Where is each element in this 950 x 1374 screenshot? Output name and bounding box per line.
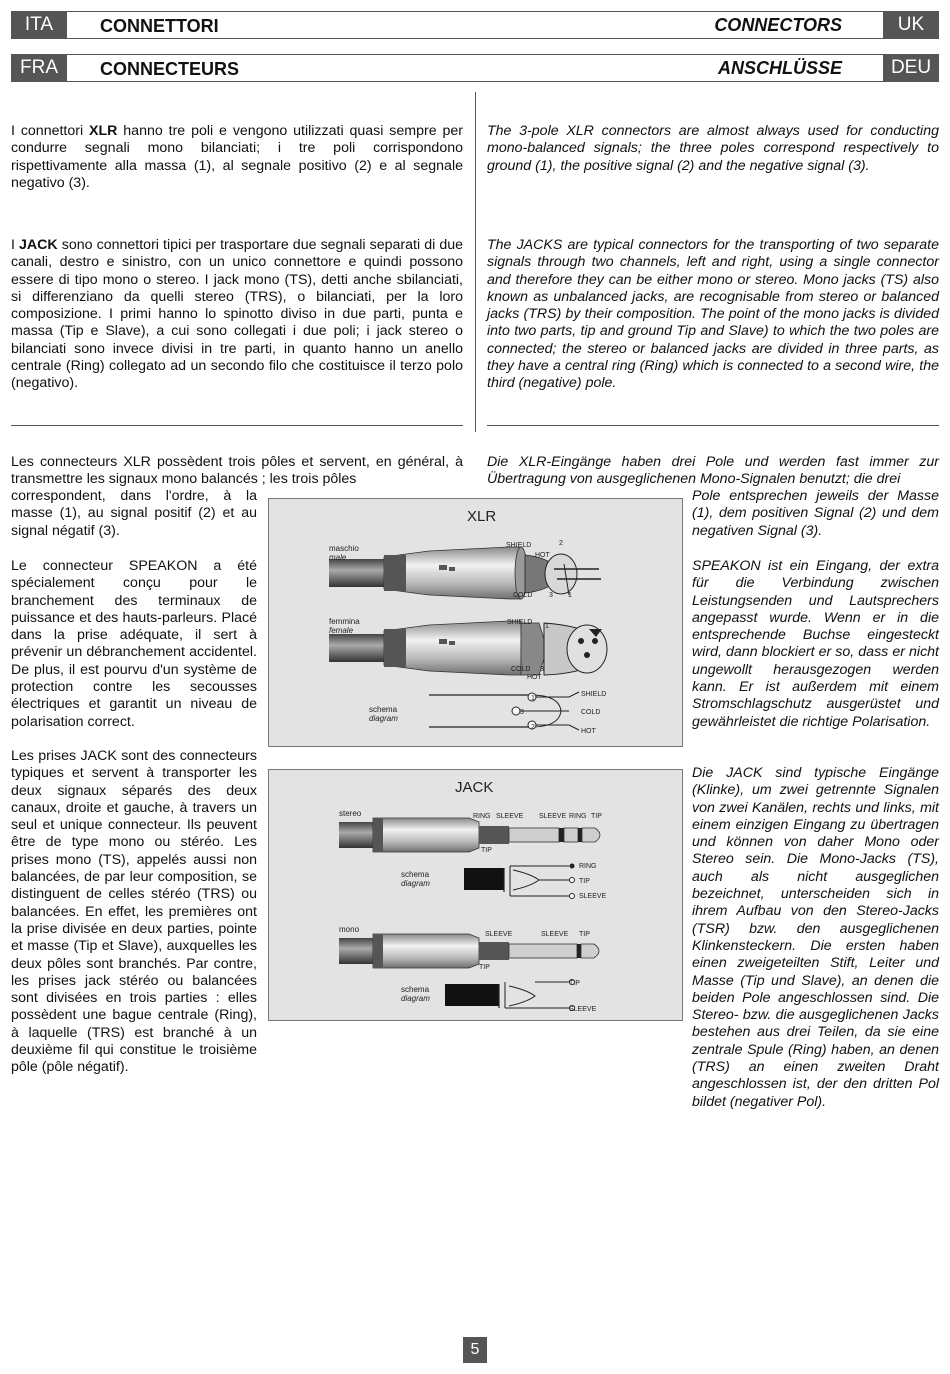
deu-jack-paragraph: Die JACK sind typische Eingänge (Klinke), um zwei getrennte Signalen von zwei Kanälen, rechts und links, mit einem einzigen Eingang zu übertragen und können von daher Mono oder Stereo sein. Die Mono-Jacks (TS), auch als nicht ausgeglichen bezeichnet, unterscheiden sich in ihrem Aufbau von den Stereo-Jacks (TSR) bzw. den ausgeglichenen Klinkensteckern. Die ersten haben einen zweigeteilten Stift, Leiter und Masse (Tip und Slave), an denen die beiden Pole angeschlossen sind. Die Stereo- bzw. die ausgeglichenen Jacks bestehen aus drei Teilen, da sie eine zentrale Spule (Ring) haben, an denen (TRS) an einen zweiten Draht angeschlossen ist, der den dritten Pol bildet (negativer Pol). — [692, 765, 939, 1110]
jack-stereo-tip-label-b: TIP — [591, 813, 602, 820]
xlr-male-hot-label: HOT — [535, 552, 550, 559]
xlr-female-pin1: 1 — [545, 623, 549, 630]
ita-jack-text-start: I — [11, 237, 20, 253]
jack-illustration — [269, 770, 682, 1020]
xlr-schema-diagram — [429, 692, 579, 730]
xlr-female-cold-label: COLD — [511, 666, 531, 673]
fra-jack-paragraph: Les prises JACK sont des connecteurs typiques et servent à transporter les deux signaux séparés des deux canaux, droite et gauche, à travers un seul et unique connecteur. Ils peuvent être de type mono ou stéréo. Les prises mono (TS), appelés aussi non balancées, de par leur composition, se distinguent de celles stéréo (TRS) ou balancées. En effet, les premières ont la prise divisée en deux parties, pointe et masse (Tip et Slave), auxquelles les deux pôles sont branchés. Par contre, les prises jack stéréo ou balancées sont divisées en trois parties : elles possèdent une bague centrale (Ring), à laquelle (TRS) est branché à un deuxième fil qui constitue le troisième pôle (pôle négatif). — [11, 748, 257, 1076]
xlr-female-hot-label: HOT — [527, 674, 542, 681]
header-row-ita-uk — [11, 11, 939, 39]
lang-tag-uk: UK — [883, 11, 939, 39]
jack-mono-sleeve-label-b: SLEEVE — [541, 931, 569, 938]
jack-mono-schema-tip: TIP — [569, 980, 580, 987]
xlr-schema-hot: HOT — [581, 728, 596, 735]
xlr-male-pin3: 3 — [549, 592, 553, 599]
xlr-male-pin2: 2 — [559, 540, 563, 547]
ita-jack-paragraph — [11, 237, 463, 393]
jack-mono-schema-label-it: schema — [401, 985, 430, 994]
jack-stereo-sleeve-label-b: SLEEVE — [539, 813, 567, 820]
jack-stereo-schema-sleeve: SLEEVE — [579, 893, 607, 900]
jack-stereo-schema-ring: RING — [579, 863, 597, 870]
xlr-schema-pin2: 2 — [531, 724, 535, 731]
xlr-figure-title: XLR — [467, 508, 497, 525]
jack-stereo-schema-label-it: schema — [401, 870, 430, 879]
jack-stereo-schema-tip: TIP — [579, 878, 590, 885]
ita-xlr-keyword: XLR — [89, 123, 118, 139]
page-number: 5 — [463, 1337, 487, 1363]
header-row-fra-deu — [11, 54, 939, 82]
xlr-schema-label-en: diagram — [369, 714, 398, 723]
ita-xlr-paragraph — [11, 123, 463, 192]
ita-jack-keyword: JACK — [19, 237, 58, 253]
jack-mono-schema — [445, 980, 575, 1011]
jack-mono-tip-label-a: TIP — [479, 964, 490, 971]
jack-stereo-ring-label-a: RING — [473, 813, 491, 820]
jack-stereo-schema-label-en: diagram — [401, 879, 430, 888]
xlr-female-label-en: female — [329, 626, 354, 635]
jack-stereo-plug — [339, 818, 600, 852]
jack-mono-schema-sleeve: SLEEVE — [569, 1006, 597, 1013]
jack-mono-tip-label-b: TIP — [579, 931, 590, 938]
fra-xlr-intro: Les connecteurs XLR possèdent trois pôles et servent, en général, à transmettre les signaux mono balancés ; les trois pôles — [11, 454, 463, 488]
jack-stereo-label: stereo — [339, 809, 362, 818]
deu-speakon-paragraph: SPEAKON ist ein Eingang, der extra für die Verbindung zwischen Leistungsenden und Lautsprechers angepasst wurde. Wenn er in die entsprechende Buchse eingesteckt wird, dann blockiert er so, dass er nicht ungewollt herausgezogen werden kann. Er ist außerdem mit einem Stromschlagschutz ausgerüstet und gewährleistet die richtige Polarisation. — [692, 558, 939, 730]
jack-mono-sleeve-label-a: SLEEVE — [485, 931, 513, 938]
fra-speakon-paragraph: Le connecteur SPEAKON a été spécialement conçu pour le branchement des terminaux de puissance et des hauts-parleurs. Placé dans la prise adéquate, il sert à prévenir un débranchement accidentel. De plus, il est pourvu d'un système de protection contre les secousses électriques et garantit un niveau de polarisation correct. — [11, 558, 257, 730]
lang-tag-fra: FRA — [11, 54, 67, 82]
xlr-male-cold-label: COLD — [513, 592, 533, 599]
uk-xlr-paragraph: The 3-pole XLR connectors are almost always used for conducting mono-balanced signals; the three poles correspond respectively to ground (1), the positive signal (2) and the negative signal (3). — [487, 123, 939, 174]
xlr-male-label-en: male — [329, 553, 347, 562]
section-divider-left — [11, 425, 463, 426]
uk-jack-paragraph: The JACKS are typical connectors for the transporting of two separate signals through two channels, left and right, using a single connector and therefore they can be either mono or stereo. Mono jacks (TS) also known as unbalanced jacks, are recognisable from stereo or balanced jacks (TRS) by their composition. The point of the mono jacks is divided into two parts, tip and ground Tip and Slave) to which the two poles are connected; the stereo or balanced jacks are divided in three parts, as they have a central ring (Ring) which is connected to a second wire, the third (negative) pole. — [487, 237, 939, 392]
title-ita: CONNETTORI — [100, 16, 219, 36]
xlr-male-label-it: maschio — [329, 544, 359, 553]
section-divider-right — [487, 425, 939, 426]
jack-figure — [268, 769, 683, 1021]
jack-mono-plug — [339, 934, 599, 968]
xlr-schema-cold: COLD — [581, 709, 601, 716]
xlr-female-pin3: 3 — [540, 666, 544, 673]
xlr-schema-shield: SHIELD — [581, 691, 607, 698]
xlr-male-pin1: 1 — [568, 592, 572, 599]
deu-xlr-paragraph: Pole entsprechen jeweils der Masse (1), dem positiven Signal (2) und dem negativen Signal (3). — [692, 488, 939, 539]
xlr-female-shield-label: SHIELD — [507, 619, 533, 626]
lang-tag-ita: ITA — [11, 11, 67, 39]
fra-xlr-paragraph: correspondent, dans l'ordre, à la masse (1), au signal positif (2) et au signal négatif (3). — [11, 488, 257, 539]
xlr-female-label-it: femmina — [329, 617, 360, 626]
xlr-illustration — [269, 499, 682, 746]
jack-mono-label: mono — [339, 925, 360, 934]
lang-tag-deu: DEU — [883, 54, 939, 82]
jack-stereo-schema — [464, 864, 575, 899]
xlr-female-connector — [329, 621, 607, 675]
xlr-schema-label-it: schema — [369, 705, 398, 714]
xlr-schema-pin1: 1 — [531, 695, 535, 702]
xlr-male-connector — [329, 547, 601, 599]
column-divider — [475, 92, 476, 432]
jack-mono-schema-label-en: diagram — [401, 994, 430, 1003]
xlr-figure — [268, 498, 683, 747]
xlr-schema-pin3: 3 — [520, 709, 524, 716]
ita-xlr-text-start: I connettori — [11, 123, 90, 139]
ita-xlr-text-end: hanno tre poli e vengono utilizzati quasi sempre per condurre segnali mono bilanciati; i tre poli corrispondono rispettivamente alla massa (1), al segnale positivo (2) e al segnale negativo (3). — [11, 123, 463, 191]
jack-stereo-tip-label-a: TIP — [481, 847, 492, 854]
ita-jack-text-end: sono connettori tipici per trasportare due segnali separati di due canali, destro e sinistro, con un unico connettore e quindi possono essere di tipo mono o stereo. I jack mono (TS), detti anche sbilanciati, si differenziano da quelli stereo (TRS), o bilanciati, per la loro composizione. I primi hanno lo spinotto diviso in due parti, punta e massa (Tip e Slave), a cui sono collegati i due poli; i jack stereo o bilanciati sono invece divisi in tre parti, in quanto hanno un anello centrale (Ring) collegato ad un secondo filo che costituisce il terzo polo (negativo). — [11, 237, 464, 392]
deu-xlr-intro: Die XLR-Eingänge haben drei Pole und werden fast immer zur Übertragung von ausgeglichenen Mono-Signalen benutzt; die drei — [487, 454, 939, 488]
jack-stereo-ring-label-b: RING — [569, 813, 587, 820]
xlr-male-shield-label: SHIELD — [506, 542, 532, 549]
title-deu: ANSCHLÜSSE — [717, 58, 842, 78]
title-fra: CONNECTEURS — [100, 59, 240, 79]
jack-figure-title: JACK — [455, 779, 494, 796]
title-uk: CONNECTORS — [714, 15, 842, 35]
jack-stereo-sleeve-label-a: SLEEVE — [496, 813, 524, 820]
